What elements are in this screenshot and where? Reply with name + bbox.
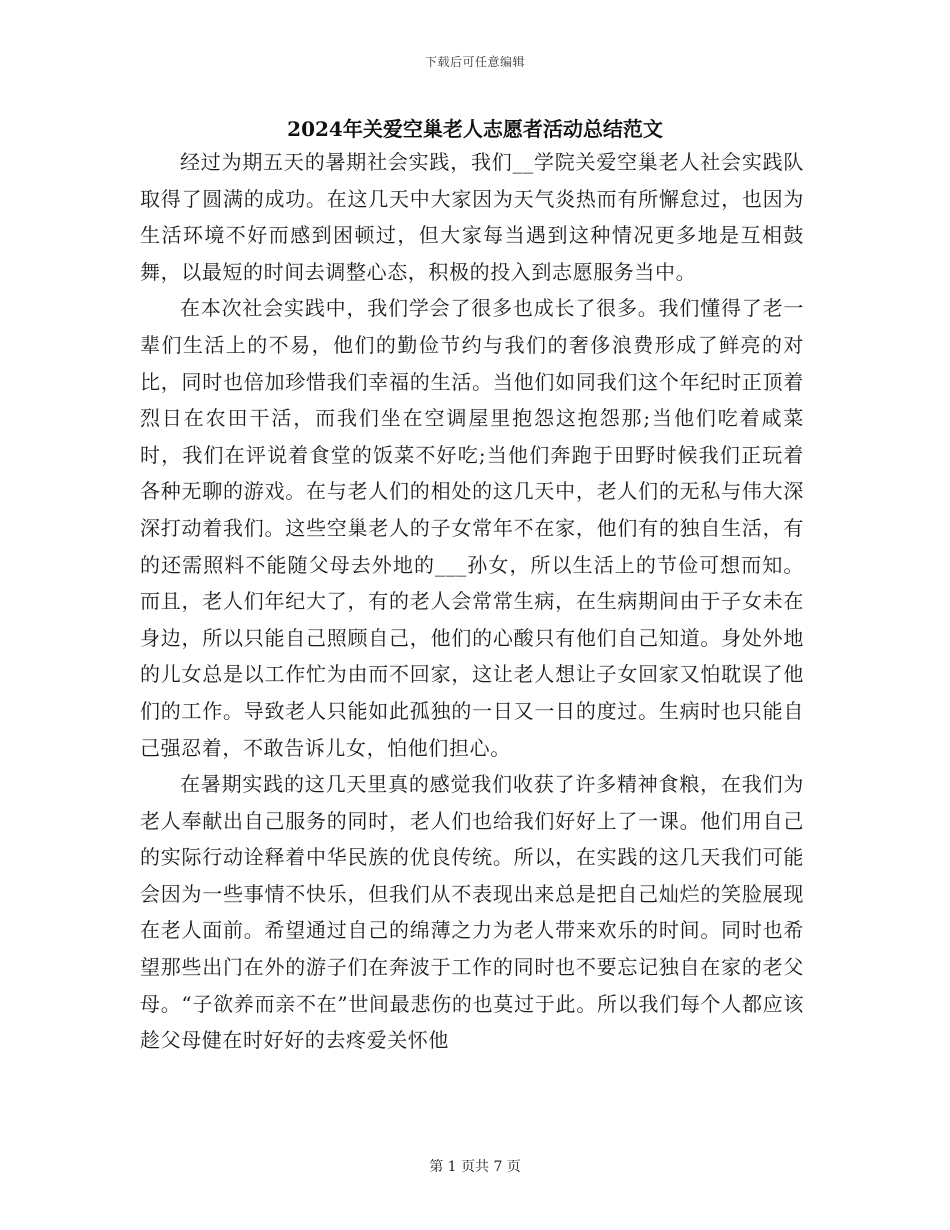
paragraph-2: 在本次社会实践中，我们学会了很多也成长了很多。我们懂得了老一辈们生活上的不易，他们的勤俭节约与我们的奢侈浪费形成了鲜亮的对比，同时也倍加珍惜我们幸福的生活。当他们如同我们这个年纪时正顶着烈日在农田干活，而我们坐在空调屋里抱怨这抱怨那;当他们吃着咸菜时，我们在评说着食堂的饭菜不好吃;当他们奔跑于田野时候我们正玩着各种无聊的游戏。在与老人们的相处的这几天中，老人们的无私与伟大深深打动着我们。这些空巢老人的子女常年不在家，他们有的独自生活，有的还需照料不能随父母去外地的___孙女，所以生活上的节俭可想而知。而且，老人们年纪大了，有的老人会常常生病，在生病期间由于子女未在身边，所以只能自己照顾自己，他们的心酸只有他们自己知道。身处外地的儿女总是以工作忙为由而不回家，这让老人想让子女回家又怕耽误了他们的工作。导致老人只能如此孤独的一日又一日的度过。生病时也只能自己强忍着，不敢告诉儿女，怕他们担心。: [140, 296, 804, 760]
paragraph-1: 经过为期五天的暑期社会实践，我们__学院关爱空巢老人社会实践队取得了圆满的成功。在这几天中大家因为天气炎热而有所懈怠过，也因为生活环境不好而感到困顿过，但大家每当遇到这种情况更多地是互相鼓舞，以最短的时间去调整心态，积极的投入到志愿服务当中。: [140, 150, 804, 284]
document-body: [140, 144, 804, 1059]
page-number: 第 1 页共 7 页: [429, 1159, 521, 1175]
document-title: 2024年关爱空巢老人志愿者活动总结范文: [287, 117, 663, 141]
paragraph-3: 在暑期实践的这几天里真的感觉我们收获了许多精神食粮，在我们为老人奉献出自己服务的同时，老人们也给我们好好上了一课。他们用自己的实际行动诠释着中华民族的优良传统。所以，在实践的这几天我们可能会因为一些事情不快乐，但我们从不表现出来总是把自己灿烂的笑脸展现在老人面前。希望通过自己的绵薄之力为老人带来欢乐的时间。同时也希望那些出门在外的游子们在奔波于工作的同时也不要忘记独自在家的老父母。“子欲养而亲不在”世间最悲伤的也莫过于此。所以我们每个人都应该趁父母健在时好好的去疼爱关怀他: [140, 772, 804, 1053]
header-note: 下载后可任意编辑: [424, 55, 525, 69]
